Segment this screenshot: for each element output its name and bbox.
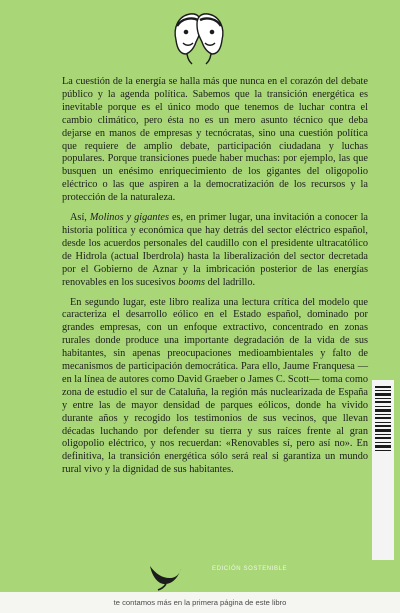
blurb-paragraph — [62, 297, 368, 478]
sustainability-label: EDICIÓN SOSTENIBLE — [212, 566, 288, 572]
footer-note: te contamos más en la primera página de este libro — [113, 598, 287, 607]
text-run: es, en primer lugar, una invitación a conocer la historia política y económica que hay detrás del sector eléctrico español, desde los acuerdos personales del caudillo con el presidente ultracatólico de Hidrola (actual Iberdrola) hasta la liberalización del sector decretada por el Gobierno de Aznar y la imbricación posterior de las energías renovables en los sucesivos — [62, 212, 369, 288]
blurb-paragraph — [62, 76, 368, 205]
barcode-icon — [372, 380, 394, 560]
back-cover-blurb — [62, 76, 368, 484]
text-run: Así, — [70, 212, 90, 224]
blurb-paragraph — [62, 212, 368, 289]
bird-icon — [146, 556, 184, 592]
text-run: En segundo lugar, este libro realiza una lectura crítica del modelo que caracteriza el desarrollo eólico en el Estado español, dominado por grandes empresas, con un enfoque extractivo, concentrado en zonas rurales donde produce una importante degradación de la vida de sus habitantes, sin apenas preocupaciones medioambientales y falto de mecanismos de participación democrática. Para ello, Jaume Franquesa —en la línea de autores como David Graeber o James C. Scott— toma como zona de estudio el sur de Cataluña, la región más nuclearizada de España y entre las de mayor densidad de parques eólicos, donde ha vivido durante años y recogido los testimonios de sus vecinos, que llevan décadas luchando por defender su tierra y sus raíces frente al gran oligopolio eléctrico, y nos recuerdan: «Renovables sí, pero así no». En definitiva, la transición energética sólo será real si garantiza un mundo rural vivo y la dignidad de sus habitantes. — [62, 296, 368, 476]
two-faces-icon — [168, 6, 230, 68]
text-run: del ladrillo. — [205, 276, 256, 288]
text-run: La cuestión de la energía se halla más que nunca en el corazón del debate público y la agenda política. Sabemos que la transición energética es inevitable porque es el único modo que tenemos de luchar contra el cambio climático, pero ésta no es un mero asunto técnico que deba dejarse en manos de empresas y tecnócratas, sino una cuestión política que requiere de amplio debate, participación ciudadana y luchas populares. Porque transiciones puede haber muchas: por ejemplo, las que busquen un enésimo enriquecimiento de los gigantes del oligopolio eléctrico o las que aspiren a la democratización de los recursos y la protección de la naturaleza. — [62, 76, 368, 204]
italic-text: booms — [178, 276, 205, 288]
italic-text: Molinos y gigantes — [89, 212, 170, 224]
